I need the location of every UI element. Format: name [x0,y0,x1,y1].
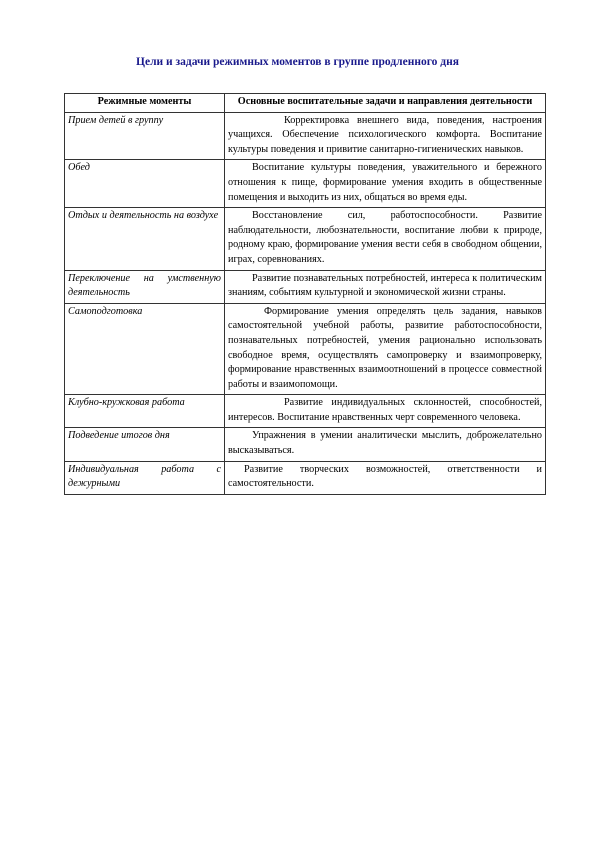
row-moment: Прием детей в группу [65,112,225,160]
row-tasks: Воспитание культуры поведения, уважительного и бережного отношения к пище, формирование умения входить в общественные помещения и выходить из них, общаться во время еды. [225,160,546,208]
header-tasks: Основные воспитательные задачи и направления деятельности [225,94,546,113]
table-row [65,270,546,303]
schedule-table [64,93,546,495]
row-moment: Индивидуальная работа с дежурными [65,461,225,494]
row-moment: Клубно-кружковая работа [65,395,225,428]
document-title: Цели и задачи режимных моментов в группе продленного дня [136,56,459,68]
row-tasks: Развитие индивидуальных склонностей, способностей, интересов. Воспитание нравственных черт современного человека. [225,395,546,428]
table-row [65,395,546,428]
row-moment: Подведение итогов дня [65,428,225,461]
row-moment: Отдых и деятельность на воздухе [65,208,225,270]
row-moment: Самоподготовка [65,303,225,395]
table-row [65,303,546,395]
row-tasks: Развитие познавательных потребностей, интереса к политическим знаниям, событиям культурной и экономической жизни страны. [225,270,546,303]
table-row [65,428,546,461]
row-moment: Переключение на умственную деятельность [65,270,225,303]
row-tasks: Упражнения в умении аналитически мыслить, доброжелательно высказываться. [225,428,546,461]
table-row [65,160,546,208]
row-tasks: Восстановление сил, работоспособности. Развитие наблюдательности, любознательности, воспитание любви к природе, родному краю, формирование умения вести себя в свободном общении, играх, соревнованиях. [225,208,546,270]
row-tasks: Корректировка внешнего вида, поведения, настроения учащихся. Обеспечение психологического комфорта. Воспитание культуры поведения и привитие санитарно-гигиенических навыков. [225,112,546,160]
table-row [65,112,546,160]
row-tasks: Развитие творческих возможностей, ответственности и самостоятельности. [225,461,546,494]
table-row [65,461,546,494]
table-row [65,208,546,270]
row-tasks: Формирование умения определять цель задания, навыков самостоятельной учебной работы, развитие работоспособности, познавательных потребностей, умения рационально использовать свободное время, осуществлять самопроверку и взаимопроверку, формирование нравственных взаимоотношений в процессе совместной работы и взаимопомощи. [225,303,546,395]
row-moment: Обед [65,160,225,208]
header-moments: Режимные моменты [65,94,225,113]
table-header-row [65,94,546,113]
